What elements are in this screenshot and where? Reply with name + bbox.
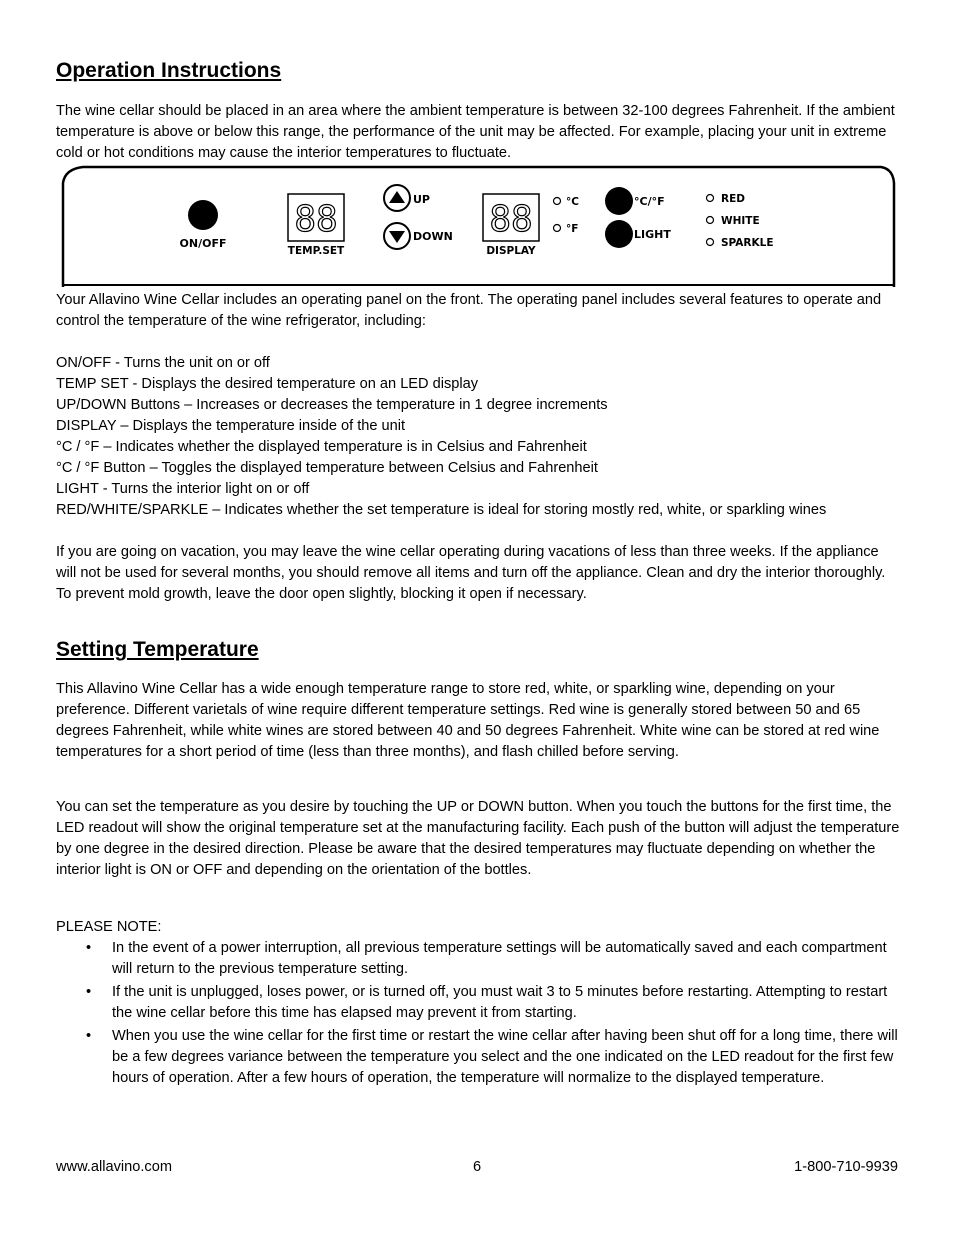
red-label: RED (721, 193, 745, 205)
cf-button-icon (605, 187, 633, 215)
section-heading-temperature: Setting Temperature (56, 638, 259, 661)
panel-description: Your Allavino Wine Cellar includes an operating panel on the front. The operating panel includes several features to operate and control the temperature of the wine refrigerator, including: (56, 292, 882, 329)
temp-set-digits: 88 (294, 199, 338, 240)
up-label: UP (413, 193, 430, 206)
notes-list (56, 938, 901, 1091)
display-digits: 88 (489, 199, 533, 240)
down-label: DOWN (413, 230, 453, 243)
control-panel-diagram (61, 163, 901, 289)
list-item: UP/DOWN Buttons – Increases or decreases the temperature in 1 degree increments (56, 397, 608, 413)
light-button-icon (605, 220, 633, 248)
light-label: LIGHT (634, 228, 671, 241)
sparkle-indicator-icon (707, 239, 714, 246)
list-item: • When you use the wine cellar for the first time or restart the wine cellar after having been shut off for a long time, there will be a few degrees variance between the temperature you select and the one indicated on the LED readout for the first few hours of operation. After a few hours of operation, the temperature will normalize to the displayed temperature. (86, 1028, 898, 1086)
list-item: TEMP SET - Displays the desired temperature on an LED display (56, 376, 479, 392)
fahrenheit-indicator-icon (554, 225, 561, 232)
bullet-icon: • (86, 940, 92, 956)
celsius-indicator-icon (554, 198, 561, 205)
temp-set-label: TEMP.SET (287, 245, 345, 257)
list-item: DISPLAY – Displays the temperature inside of the unit (56, 418, 406, 434)
footer-page-number: 6 (472, 1159, 482, 1175)
power-button-icon (188, 200, 218, 230)
feature-list (56, 353, 901, 521)
list-item: RED/WHITE/SPARKLE – Indicates whether the set temperature is ideal for storing mostly red, white, or sparkling wines (56, 502, 827, 518)
list-item: ON/OFF - Turns the unit on or off (56, 355, 270, 371)
cf-button-label: °C/°F (634, 195, 665, 208)
bullet-icon: • (86, 984, 92, 1000)
list-item: °C / °F Button – Toggles the displayed temperature between Celsius and Fahrenheit (56, 460, 598, 476)
list-item: LIGHT - Turns the interior light on or off (56, 481, 310, 497)
white-label: WHITE (721, 215, 760, 227)
white-indicator-icon (707, 217, 714, 224)
panel-outline (63, 167, 894, 287)
intro-paragraph: The wine cellar should be placed in an area where the ambient temperature is between 32-100 degrees Fahrenheit. If the ambient temperature is above or below this range, the performance of the unit may be affected. For example, placing your unit in extreme cold or hot conditions may cause the interior temperatures to fluctuate. (56, 103, 895, 161)
fahrenheit-label: °F (566, 223, 579, 235)
list-item: • In the event of a power interruption, all previous temperature settings will be automatically saved and each compartment will return to the previous temperature setting. (86, 940, 887, 977)
section-heading-operation: Operation Instructions (56, 59, 282, 82)
temperature-paragraph-2: You can set the temperature as you desire by touching the UP or DOWN button. When you touch the buttons for the first time, the LED readout will show the original temperature set at the manufacturing facility. Each push of the button will adjust the temperature by one degree in the desired direction. Please be aware that the desired temperatures may fluctuate depending on whether the interior light is ON or OFF and depending on the orientation of the bottles. (56, 799, 900, 878)
footer-website[interactable]: www.allavino.com (56, 1159, 172, 1175)
sparkle-label: SPARKLE (721, 237, 774, 249)
temperature-paragraph-1: This Allavino Wine Cellar has a wide enough temperature range to store red, white, or sparkling wine, depending on your preference. Different varietals of wine require different temperature settings. Red wine is generally stored between 50 and 65 degrees Fahrenheit, while white wines are stored between 40 and 50 degrees Fahrenheit. White wine can be stored at red wine temperatures for a short period of time (less than three months), and flash chilled before serving. (56, 681, 880, 760)
vacation-paragraph: If you are going on vacation, you may leave the wine cellar operating during vacations of less than three weeks. If the appliance will not be used for several months, you should remove all items and turn off the appliance. Clean and dry the interior thoroughly. To prevent mold growth, leave the door open slightly, blocking it open if necessary. (56, 544, 886, 602)
list-item: • If the unit is unplugged, loses power, or is turned off, you must wait 3 to 5 minutes before restarting. Attempting to restart the wine cellar before this time has elapsed may prevent it from starting. (86, 984, 888, 1021)
footer-phone: 1-800-710-9939 (794, 1159, 898, 1175)
please-note-label: PLEASE NOTE: (56, 919, 162, 935)
bullet-icon: • (86, 1028, 92, 1044)
celsius-label: °C (566, 196, 579, 208)
list-item: °C / °F – Indicates whether the displayed temperature is in Celsius and Fahrenheit (56, 439, 587, 455)
red-indicator-icon (707, 195, 714, 202)
display-label: DISPLAY (486, 245, 536, 257)
on-off-label: ON/OFF (179, 237, 227, 250)
